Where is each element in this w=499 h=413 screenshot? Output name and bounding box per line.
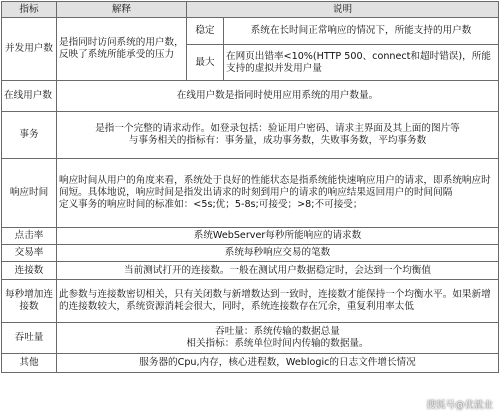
online-label: 在线用户数: [2, 81, 57, 112]
row-other: [2, 354, 499, 373]
watermark: 搜狐号@优就业: [426, 400, 493, 411]
row-conn-growth: [2, 280, 499, 323]
throughput-desc-2: 相关指标：系统单位时间内传输的数据量。: [186, 338, 369, 349]
online-desc: 在线用户数是指同时使用应用系统的用户数量。: [57, 81, 499, 112]
header-description: 说明: [187, 2, 499, 18]
row-throughput: [2, 323, 499, 354]
row-click-rate: [2, 228, 499, 245]
metrics-table: [1, 1, 499, 373]
concurrent-max-desc: 在网页出错率<10%(HTTP 500、connect和超时错误)，所能支持的虚拟并发用户量: [224, 45, 499, 81]
row-transaction: [2, 112, 499, 159]
throughput-desc-1: 吞吐量：系统传输的数据总量: [215, 326, 340, 337]
throughput-desc: [57, 323, 499, 354]
row-trans-rate: [2, 245, 499, 262]
conn-growth-label: 每秒增加连接数: [2, 280, 57, 323]
response-time-desc-2: 定义事务的响应时间的标准如：<5s;优；5-8s;可接受；>8;不可接受；: [59, 199, 363, 210]
row-response-time: [2, 159, 499, 228]
transaction-desc-2: 与事务相关的指标有：事务量，成功事务数，失败事务数，平均事务数: [128, 135, 427, 146]
header-indicator: 指标: [2, 2, 57, 18]
trans-rate-desc: 系统每秒响应交易的笔数: [57, 245, 499, 262]
connections-label: 连接数: [2, 262, 57, 280]
row-concurrent-stable: [2, 18, 499, 45]
row-connections: [2, 262, 499, 280]
transaction-desc: [57, 112, 499, 159]
transaction-label: 事务: [2, 112, 57, 159]
concurrent-explanation: 是指同时访问系统的用户数，反映了系统所能承受的压力: [57, 18, 187, 81]
conn-growth-desc: 此参数与连接数密切相关，只有关闭数与新增数达到一致时，连接数才能保持一个均衡水平。如果新增的连接数较大，系统资源消耗会很大，同时，系统连接数存在冗余，重复利用率太低: [57, 280, 499, 323]
header-explanation: 解释: [57, 2, 187, 18]
connections-desc: 当前测试打开的连接数。一般在测试用户数据稳定时，会达到一个均衡值: [57, 262, 499, 280]
throughput-label: 吞吐量: [2, 323, 57, 354]
concurrent-label: 并发用户数: [2, 18, 57, 81]
concurrent-max-label: 最大: [187, 45, 224, 81]
other-label: 其他: [2, 354, 57, 373]
other-desc: 服务器的Cpu,内存，核心进程数，Weblogic的日志文件增长情况: [57, 354, 499, 373]
header-row: [2, 2, 499, 18]
response-time-label: 响应时间: [2, 159, 57, 228]
concurrent-stable-label: 稳定: [187, 18, 224, 45]
click-rate-label: 点击率: [2, 228, 57, 245]
response-time-desc: [57, 159, 499, 228]
transaction-desc-1: 是指一个完整的请求动作。如登录包括：验证用户密码、请求主界面及其上面的图片等: [95, 123, 460, 134]
trans-rate-label: 交易率: [2, 245, 57, 262]
response-time-desc-1: 响应时间从用户的角度来看，系统处于良好的性能状态是指系统能快速响应用户的请求，即系统响应时间短。具体地说，响应时间是指发出请求的时刻到用户的请求的响应结果返回用户的时间间隔: [59, 175, 491, 198]
row-online: [2, 81, 499, 112]
concurrent-stable-desc: 系统在长时间正常响应的情况下，所能支持的用户数: [224, 18, 499, 45]
click-rate-desc: 系统WebServer每秒所能响应的请求数: [57, 228, 499, 245]
